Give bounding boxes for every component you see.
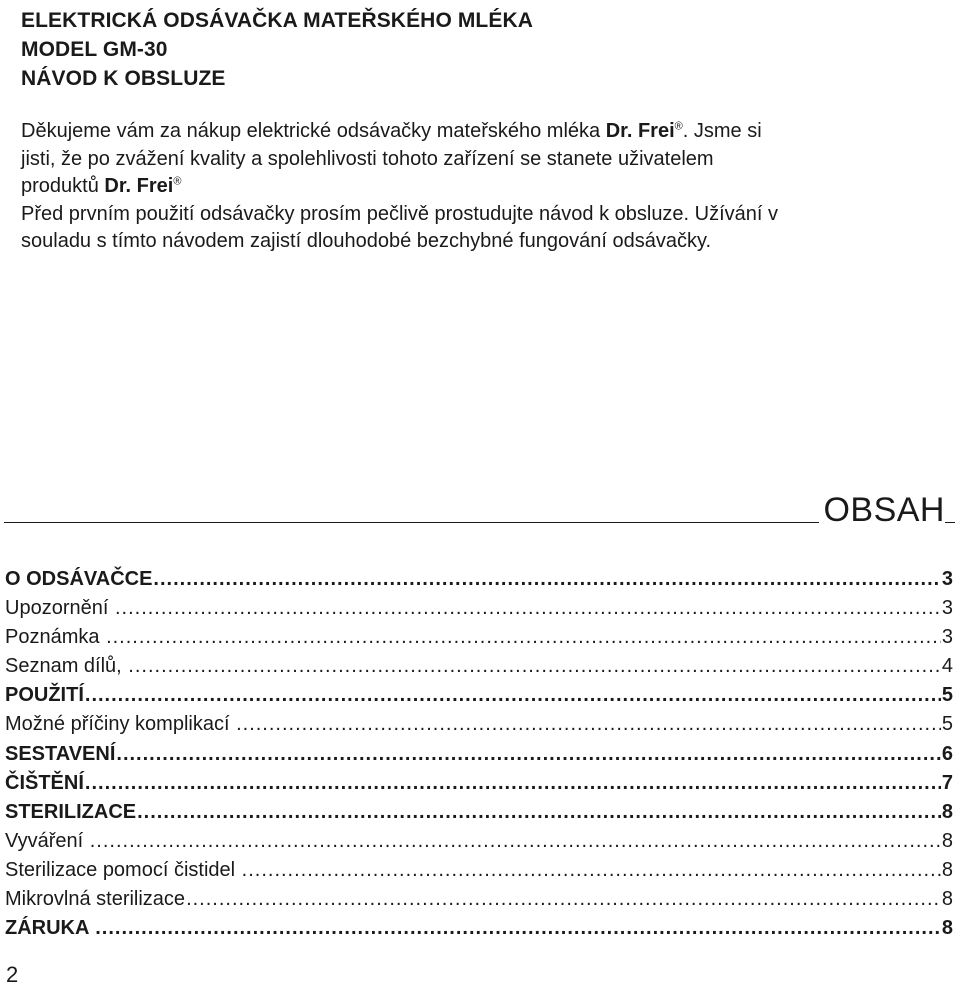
intro-line-1: Děkujeme vám za nákup elektrické odsávačky mateřského mléka Dr. Frei®. Jsme si bbox=[21, 120, 762, 142]
toc-dot-leader bbox=[153, 565, 940, 594]
toc-entry-page: 4 bbox=[941, 655, 953, 678]
toc-entry[interactable] bbox=[5, 827, 953, 856]
document-title bbox=[21, 6, 533, 93]
toc-entry-page: 6 bbox=[941, 742, 953, 765]
intro-line-4: Před prvním použití odsávačky prosím pečlivě prostudujte návod k obsluze. Užívání v bbox=[21, 202, 779, 225]
toc-dot-leader bbox=[95, 914, 941, 943]
toc-entry-label: POUŽITÍ bbox=[5, 684, 84, 707]
toc-dot-leader bbox=[85, 681, 941, 710]
toc-entry[interactable] bbox=[5, 885, 953, 914]
toc-entry[interactable] bbox=[5, 565, 953, 594]
toc-entry-label: STERILIZACE bbox=[5, 800, 137, 823]
toc-entry[interactable] bbox=[5, 594, 953, 623]
brand-name: Dr. Frei bbox=[605, 120, 675, 142]
toc-entry[interactable] bbox=[5, 740, 953, 769]
toc-entry[interactable] bbox=[5, 914, 953, 943]
intro-paragraph bbox=[21, 118, 956, 256]
table-of-contents bbox=[5, 565, 953, 943]
intro-line-2: jisti, že po zvážení kvality a spolehlivosti tohoto zařízení se stanete uživatelem bbox=[21, 147, 714, 170]
toc-entry[interactable] bbox=[5, 623, 953, 652]
toc-entry-page: 5 bbox=[941, 713, 953, 736]
toc-entry-page: 3 bbox=[941, 626, 953, 649]
toc-entry-label: Upozornění bbox=[5, 597, 114, 620]
toc-entry-page: 5 bbox=[941, 684, 953, 707]
toc-dot-leader bbox=[236, 710, 941, 739]
toc-entry[interactable] bbox=[5, 798, 953, 827]
toc-entry-page: 3 bbox=[941, 568, 953, 590]
registered-mark: ® bbox=[173, 175, 182, 188]
toc-dot-leader bbox=[90, 827, 941, 856]
toc-dot-leader bbox=[106, 623, 941, 652]
toc-dot-leader bbox=[116, 740, 940, 769]
toc-entry-page: 3 bbox=[941, 597, 953, 620]
toc-dot-leader bbox=[85, 769, 941, 798]
toc-entry-label: Mikrovlná sterilizace bbox=[5, 888, 186, 911]
toc-entry-label: Možné příčiny komplikací bbox=[5, 713, 236, 736]
title-line-model: MODEL GM-30 bbox=[21, 38, 168, 61]
toc-dot-leader bbox=[137, 798, 941, 827]
toc-heading: OBSAH bbox=[819, 490, 945, 530]
toc-entry[interactable] bbox=[5, 681, 953, 710]
registered-mark: ® bbox=[674, 120, 683, 133]
toc-entry[interactable] bbox=[5, 856, 953, 885]
toc-entry[interactable] bbox=[5, 652, 953, 681]
toc-dot-leader bbox=[128, 652, 941, 681]
toc-entry-label: Poznámka bbox=[5, 626, 106, 649]
toc-entry-page: 8 bbox=[941, 888, 953, 911]
toc-entry[interactable] bbox=[5, 769, 953, 798]
title-line-manual: NÁVOD K OBSLUZE bbox=[21, 67, 226, 90]
toc-dot-leader bbox=[115, 594, 941, 623]
toc-entry-page: 8 bbox=[941, 917, 953, 940]
toc-entry-page: 8 bbox=[941, 800, 953, 823]
toc-dot-leader bbox=[186, 885, 941, 914]
page-number: 2 bbox=[6, 962, 19, 987]
toc-dot-leader bbox=[242, 856, 941, 885]
toc-entry-label: ZÁRUKA bbox=[5, 917, 95, 940]
toc-entry-label: O ODSÁVAČCE bbox=[5, 568, 153, 590]
title-line-product: ELEKTRICKÁ ODSÁVAČKA MATEŘSKÉHO MLÉKA bbox=[21, 9, 533, 32]
toc-entry-label: Vyváření bbox=[5, 829, 89, 852]
toc-divider bbox=[4, 522, 955, 523]
toc-entry[interactable] bbox=[5, 710, 953, 739]
toc-entry-label: Sterilizace pomocí čistidel bbox=[5, 858, 241, 881]
toc-entry-label: Seznam dílů, bbox=[5, 655, 128, 678]
intro-line-3: produktů Dr. Frei® bbox=[21, 175, 182, 197]
toc-header bbox=[4, 488, 955, 529]
toc-entry-label: SESTAVENÍ bbox=[5, 742, 116, 765]
brand-name: Dr. Frei bbox=[104, 175, 174, 197]
toc-entry-page: 8 bbox=[941, 858, 953, 881]
toc-entry-page: 8 bbox=[941, 829, 953, 852]
toc-entry-page: 7 bbox=[941, 771, 953, 794]
intro-line-5: souladu s tímto návodem zajistí dlouhodobé bezchybné fungování odsávačky. bbox=[21, 230, 712, 252]
toc-entry-label: ČIŠTĚNÍ bbox=[5, 771, 84, 794]
